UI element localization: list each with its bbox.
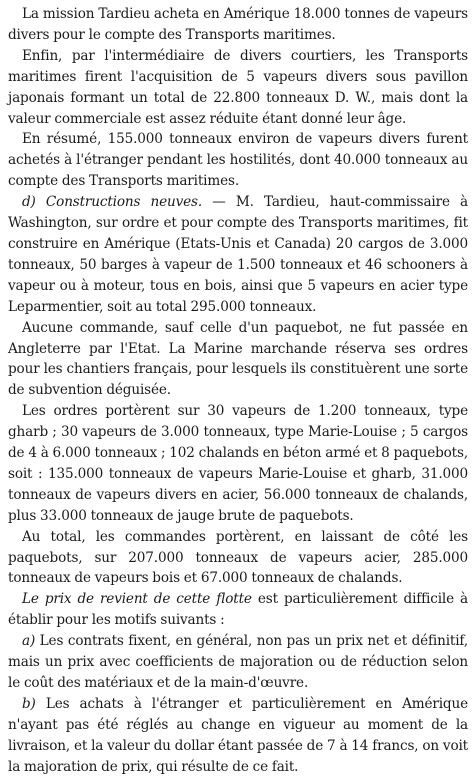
- paragraph-prix-de-revient: [8, 589, 468, 631]
- paragraph-text: La mission Tardieu acheta en Amérique 18.000 tonnes de vapeurs divers pour le compte des Transports maritimes.: [8, 6, 468, 43]
- paragraph-aucune-commande: [8, 318, 468, 402]
- paragraph-text: — M. Tardieu, haut-commissaire à Washington, sur ordre et pour compte des Transports maritimes, fit construire en Amérique (Etats-Unis et Canada) 20 cargos de 3.000 tonneaux, 50 barges à vapeur de 1.500 tonneaux et 46 schooners à vapeur ou à moteur, tous en bois, ainsi que 5 vapeurs en acier type Leparmentier, soit au total 295.000 tonneaux.: [8, 194, 469, 315]
- paragraph-item-a: [8, 631, 468, 694]
- paragraph-item-marker: a): [22, 633, 36, 650]
- paragraph-total: [8, 527, 468, 590]
- paragraph-heading: Le prix de revient de cette flotte: [22, 591, 252, 608]
- paragraph-text: Au total, les commandes portèrent, en laissant de côté les paquebots, sur 207.000 tonneaux de vapeurs acier, 285.000 tonneaux de vapeurs bois et 67.000 tonneaux de chalands.: [8, 528, 468, 587]
- paragraph-text: En résumé, 155.000 tonneaux environ de vapeurs divers furent achetés à l'étranger pendant les hostilités, dont 40.000 tonneaux au compte des Transports maritimes.: [8, 131, 468, 190]
- paragraph-lead: d): [22, 194, 36, 211]
- paragraph-constructions-neuves: [8, 192, 468, 317]
- paragraph-ordres: [8, 401, 468, 526]
- paragraph-item-marker: b): [22, 695, 36, 712]
- paragraph-courtiers: [8, 46, 468, 130]
- paragraph-resume: [8, 129, 468, 192]
- paragraph-text: Les contrats fixent, en général, non pas un prix net et définitif, mais un prix avec coefficients de majoration ou de réduction selon le coût des matériaux et de la main-d'œuvre.: [8, 633, 468, 691]
- paragraph-text: Enfin, par l'intermédiaire de divers courtiers, les Transports maritimes firent l'acquisition de 5 vapeurs divers sous pavillon japonais formant un total de 22.800 tonneaux D. W., mais dont la valeur commerciale est assez réduite étant donné leur âge.: [8, 47, 468, 127]
- paragraph-text: Aucune commande, sauf celle d'un paquebot, ne fut passée en Angleterre par l'Etat. La Marine marchande réserva ses ordres pour les chantiers français, pour lesquels ils constituèrent une sorte de subvention déguisée.: [8, 319, 468, 399]
- paragraph-text: Les ordres portèrent sur 30 vapeurs de 1.200 tonneaux, type gharb ; 30 vapeurs de 3.000 tonneaux, type Marie-Louise ; 5 cargos de 4 à 6.000 tonneaux ; 102 chalands en béton armé et 8 paquebots, soit : 135.000 tonneaux de vapeurs Marie-Louise et gharb, 31.000 tonneaux de vapeurs divers en acier, 56.000 tonneaux de chalands, plus 33.000 tonneaux de jauge brute de paquebots.: [8, 403, 468, 524]
- paragraph-text: est particulièrement difficile à établir pour les motifs suivants :: [8, 591, 468, 629]
- paragraph-mission-tardieu: [8, 4, 468, 46]
- paragraph-heading: Constructions neuves.: [45, 194, 203, 211]
- paragraph-text: Les achats à l'étranger et particulièrement en Amérique n'ayant pas été réglés au change en vigueur au moment de la livraison, et la valeur du dollar étant passée de 7 à 14 francs, on voit la majoration de prix, qui résulte de ce fait.: [8, 695, 468, 775]
